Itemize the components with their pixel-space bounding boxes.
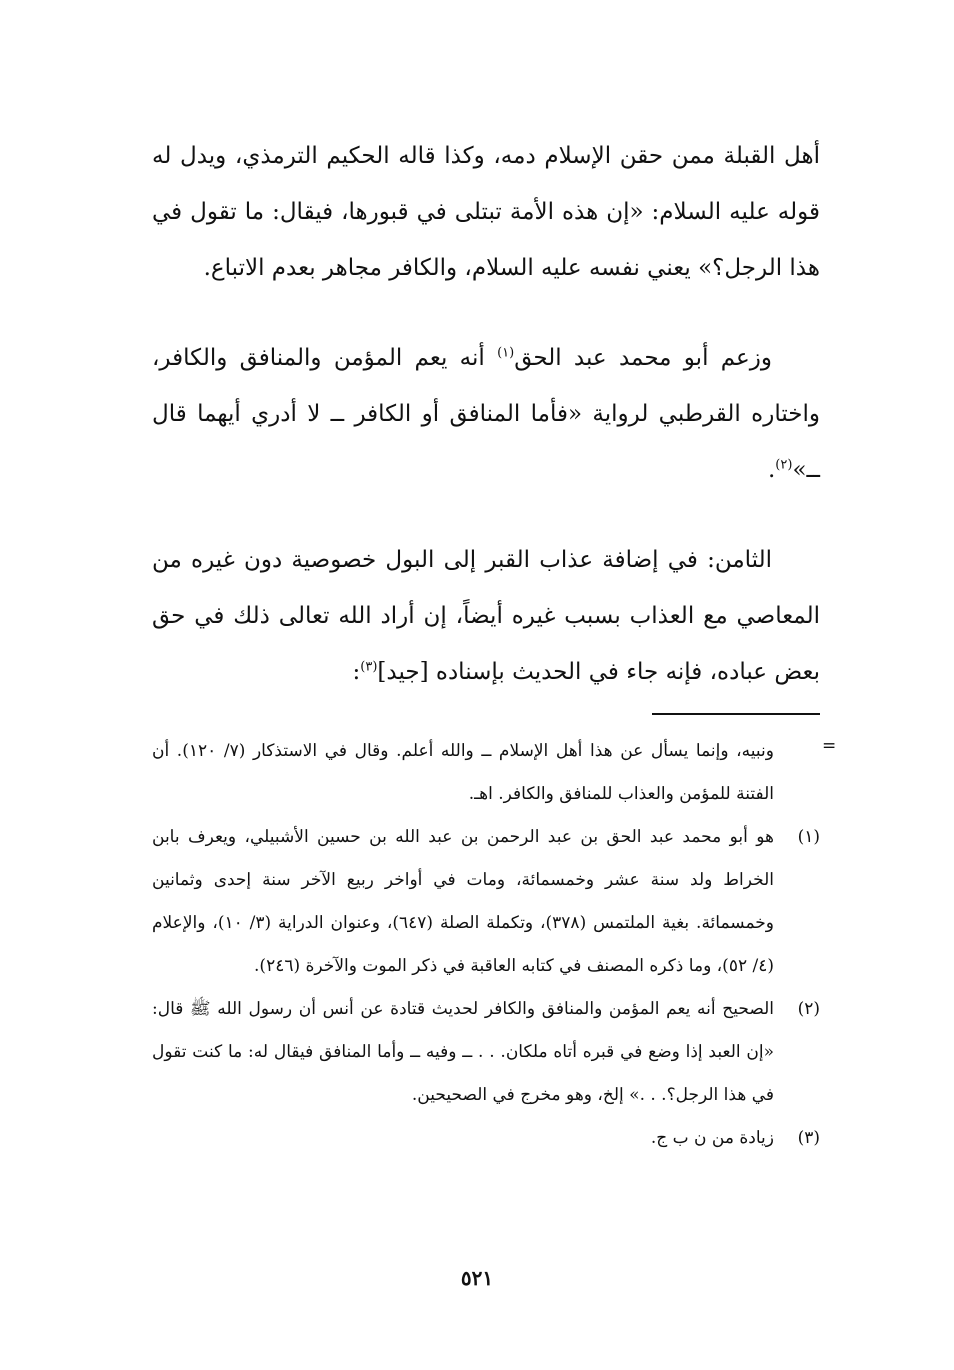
footnote-continuation — [152, 730, 820, 816]
main-text — [152, 128, 820, 700]
footnote-1-text: هو أبو محمد عبد الحق بن عبد الرحمن بن عبد الله بن حسين الأشبيلي، ويعرف بابن الخراط ولد سنة عشر وخمسمائة، ومات في أواخر ربيع الآخر سنة إحدى وثمانين وخمسمائة. بغية الملتمس (٣٧٨)، وتكملة الصلة (٦٤٧)، وعنوان الدراية (٣/ ١٠)، والإعلام (٤/ ٥٢)، وما ذكره المصنف في كتابه العاقبة في ذكر الموت والآخرة (٢٤٦). — [152, 827, 775, 976]
footnote-2 — [152, 988, 820, 1117]
footnote-continuation-text: ونبيه، وإنما يسأل عن هذا أهل الإسلام ــ والله أعلم. وقال في الاستذكار (٧/ ١٢٠). أن الفتنة للمؤمن والعذاب للمنافق والكافر. اهـ. — [152, 741, 774, 804]
paragraph-3 — [152, 532, 820, 700]
paragraph-2-text-b: أنه يعم المؤمن والمنافق والكافر، واختاره القرطبي لرواية «فأما المنافق أو الكافر ــ لا أدري أيهما قال ــ» — [152, 345, 820, 483]
footnote-3 — [152, 1117, 820, 1160]
paragraph-2 — [152, 330, 820, 498]
footnote-ref-1: (١) — [497, 345, 515, 361]
paragraph-2-text-a: وزعم أبو محمد عبد الحق — [514, 345, 772, 371]
continuation-mark: = — [822, 736, 837, 756]
page-number: ٥٢١ — [460, 1266, 494, 1290]
footnote-3-text: زيادة من ن ب ج. — [650, 1128, 774, 1148]
footnote-2-number: (٢) — [797, 999, 820, 1019]
footnote-ref-3: (٣) — [360, 659, 378, 675]
footnote-divider — [652, 713, 820, 715]
paragraph-3-text-a: الثامن: في إضافة عذاب القبر إلى البول خصوصية دون غيره من المعاصي مع العذاب بسبب غيره أيضاً، إن أراد الله تعالى ذلك في حق بعض عباده، فإنه جاء في الحديث بإسناده [جيد] — [152, 547, 820, 685]
paragraph-2-text-c: . — [767, 457, 776, 483]
footnote-ref-2: (٢) — [775, 457, 793, 473]
footnote-3-number: (٣) — [797, 1128, 820, 1148]
footnote-1-number: (١) — [797, 827, 820, 847]
paragraph-3-text-b: : — [352, 659, 361, 685]
footnote-2-text: الصحيح أنه يعم المؤمن والمنافق والكافر لحديث قتادة عن أنس أن رسول الله ﷺ قال: «إن العبد إذا وضع في قبره أتاه ملكان. . . ــ وفيه ــ وأما المنافق فيقال له: ما كنت تقول في هذا الرجل؟. . .» إلخ، وهو مخرج في الصحيحين. — [152, 999, 774, 1105]
footnote-1 — [152, 816, 820, 988]
paragraph-1: أهل القبلة ممن حقن الإسلام دمه، وكذا قاله الحكيم الترمذي، ويدل له قوله عليه السلام: «إن هذه الأمة تبتلى في قبورها، فيقال: ما تقول في هذا الرجل؟» يعني نفسه عليه السلام، والكافر مجاهر بعدم الاتباع. — [152, 143, 820, 281]
footnotes-section — [152, 730, 820, 1160]
